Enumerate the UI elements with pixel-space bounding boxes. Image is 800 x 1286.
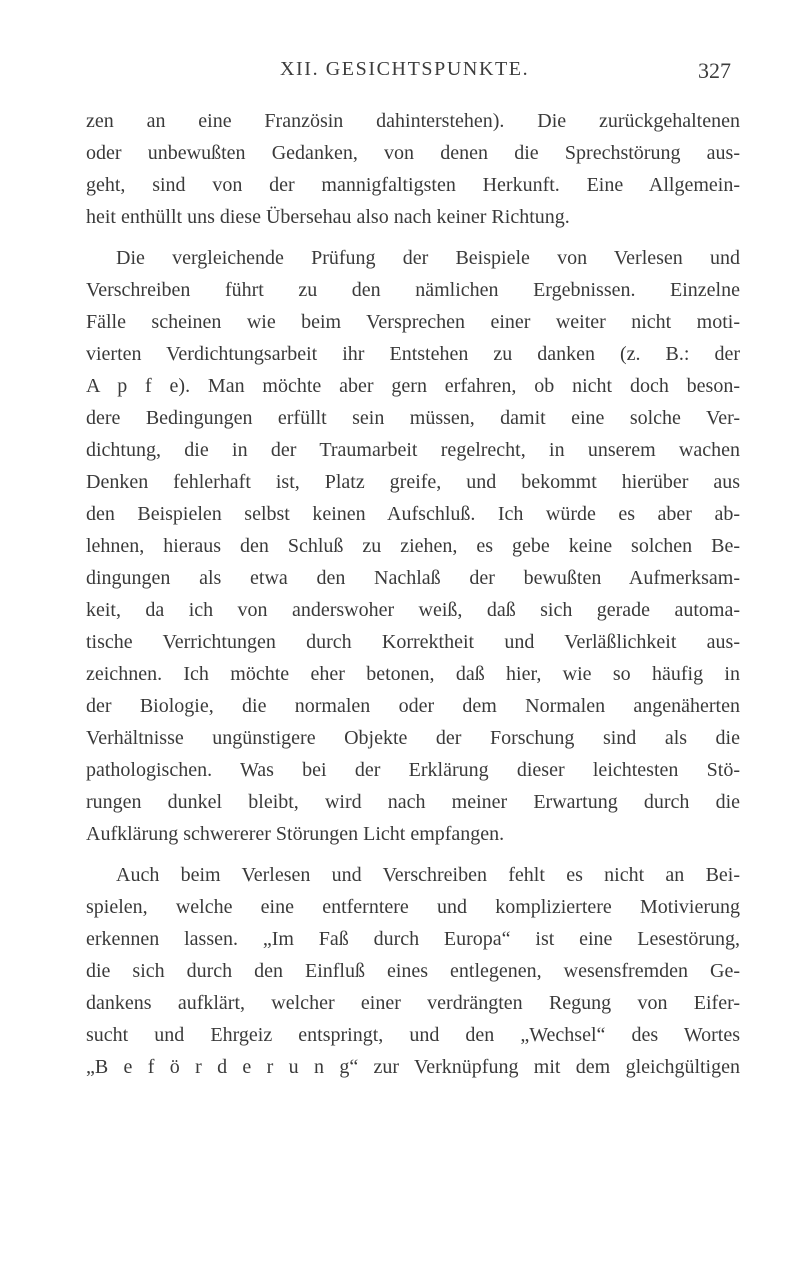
text-line: Verschreiben führt zu den nämlichen Ergebnissen. Einzelne: [86, 279, 740, 301]
text-line: lehnen, hieraus den Schluß zu ziehen, es gebe keine solchen Be-: [86, 535, 740, 557]
text-line: den Beispielen selbst keinen Aufschluß. Ich würde es aber ab-: [86, 503, 740, 525]
text-line: A p f e). Man möchte aber gern erfahren, ob nicht doch beson-: [86, 375, 740, 397]
text-line: spielen, welche eine entferntere und kompliziertere Motivierung: [86, 896, 740, 918]
paragraph-gap: [86, 233, 740, 242]
text-line: sucht und Ehrgeiz entspringt, und den „Wechsel“ des Wortes: [86, 1024, 740, 1046]
text-line: Denken fehlerhaft ist, Platz greife, und bekommt hierüber aus: [86, 471, 740, 493]
text-line: heit enthüllt uns diese Übersehau also nach keiner Richtung.: [86, 206, 570, 228]
text-line: Fälle scheinen wie beim Versprechen einer weiter nicht moti-: [86, 311, 740, 333]
text-line: geht, sind von der mannigfaltigsten Herkunft. Eine Allgemein-: [86, 174, 740, 196]
body-text: [86, 105, 740, 1083]
text-line: Aufklärung schwererer Störungen Licht empfangen.: [86, 823, 505, 845]
paragraph-gap: [86, 850, 740, 859]
text-line: zen an eine Französin dahinterstehen). Die zurückgehaltenen: [86, 110, 740, 132]
running-title: XII. GESICHTSPUNKTE.: [280, 58, 530, 80]
text-line: erkennen lassen. „Im Faß durch Europa“ ist eine Lesestörung,: [86, 928, 740, 950]
text-line: der Biologie, die normalen oder dem Normalen angenäherten: [86, 695, 740, 717]
text-line: vierten Verdichtungsarbeit ihr Entstehen zu danken (z. B.: der: [86, 343, 740, 365]
text-line: keit, da ich von anderswoher weiß, daß sich gerade automa-: [86, 599, 740, 621]
text-line: rungen dunkel bleibt, wird nach meiner Erwartung durch die: [86, 791, 740, 813]
text-line: oder unbewußten Gedanken, von denen die Sprechstörung aus-: [86, 142, 740, 164]
text-line: Verhältnisse ungünstigere Objekte der Forschung sind als die: [86, 727, 740, 749]
text-line: zeichnen. Ich möchte eher betonen, daß hier, wie so häufig in: [86, 663, 740, 685]
text-line: dankens aufklärt, welcher einer verdrängten Regung von Eifer-: [86, 992, 740, 1014]
text-line: dere Bedingungen erfüllt sein müssen, damit eine solche Ver-: [86, 407, 740, 429]
text-line: „B e f ö r d e r u n g“ zur Verknüpfung mit dem gleichgültigen: [86, 1056, 740, 1078]
text-line: Die vergleichende Prüfung der Beispiele von Verlesen und: [116, 247, 740, 269]
text-line: die sich durch den Einfluß eines entlegenen, wesensfremden Ge-: [86, 960, 740, 982]
paragraph-3: [86, 859, 740, 1083]
text-line: dingungen als etwa den Nachlaß der bewußten Aufmerksam-: [86, 567, 740, 589]
page-number: 327: [698, 58, 731, 83]
text-line: pathologischen. Was bei der Erklärung dieser leichtesten Stö-: [86, 759, 740, 781]
text-line: Auch beim Verlesen und Verschreiben fehlt es nicht an Bei-: [116, 864, 740, 886]
running-head: [0, 58, 800, 86]
text-line: dichtung, die in der Traumarbeit regelrecht, in unserem wachen: [86, 439, 740, 461]
paragraph-1: [86, 105, 740, 233]
paragraph-2: [86, 242, 740, 850]
text-line: tische Verrichtungen durch Korrektheit und Verläßlichkeit aus-: [86, 631, 740, 653]
